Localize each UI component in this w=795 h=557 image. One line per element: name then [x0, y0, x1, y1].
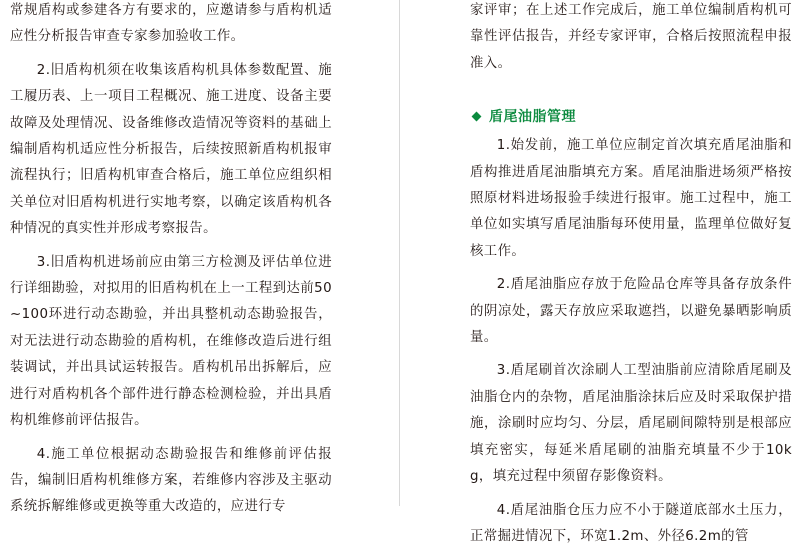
left-column: [10, 0, 332, 528]
column-divider: [399, 0, 400, 506]
paragraph-continued: 家评审；在上述工作完成后，施工单位编制盾构机可靠性评估报告，并经专家评审，合格后按照流程申报准入。: [470, 3, 792, 71]
paragraph-item-4: 4.盾尾油脂仓压力应不小于隧道底部水土压力，正常掘进情况下，环宽1.2m、外径6.2m的管: [470, 502, 792, 544]
paragraph-item-1: 1.始发前，施工单位应制定首次填充盾尾油脂和盾构推进盾尾油脂填充方案。盾尾油脂进场须严格按照原材料进场报验手续进行报审。施工过程中，施工单位如实填写盾尾油脂每环使用量，监理单位做好复核工作。: [470, 138, 792, 259]
diamond-icon: [472, 111, 482, 121]
paragraph-item-3: 3.旧盾构机进场前应由第三方检测及评估单位进行详细勘验，对拟用的旧盾构机在上一工程到达前50~100环进行动态勘验，并出具整机动态勘验报告，对无法进行动态勘验的盾构机，在维修改造后进行组装调试，并出具试运转报告。盾构机吊出拆解后，应进行对盾构机各个部件进行静态检测检验，并出具盾构机维修前评估报告。: [10, 254, 332, 429]
paragraph-item-2: 2.盾尾油脂应存放于危险品仓库等具备存放条件的阴凉处，露天存放应采取遮挡，以避免暴晒影响质量。: [470, 277, 792, 346]
section-heading: [470, 103, 792, 129]
paragraph-item-4: 4.施工单位根据动态勘验报告和维修前评估报告，编制旧盾构机维修方案，若维修内容涉及主驱动系统拆解维修或更换等重大改造的，应进行专: [10, 446, 332, 515]
paragraph-item-2: 2.旧盾构机须在收集该盾构机具体参数配置、施工履历表、上一项目工程概况、施工进度、设备主要故障及处理情况、设备维修改造情况等资料的基础上编制盾构机适应性分析报告，后续按照新盾构机报审流程执行；旧盾构机审查合格后，施工单位应组织相关单位对旧盾构机进行实地考察，以确定该盾构机各种情况的真实性并形成考察报告。: [10, 62, 332, 237]
right-column: [470, 0, 792, 557]
section-heading-text: 盾尾油脂管理: [489, 109, 576, 126]
paragraph-continued: 常规盾构或参建各方有要求的，应邀请参与盾构机适应性分析报告审查专家参加验收工作。: [10, 3, 332, 45]
paragraph-item-3: 3.盾尾刷首次涂刷人工型油脂前应清除盾尾刷及油脂仓内的杂物，盾尾油脂涂抹后应及时采取保护措施，涂刷时应均匀、分层，盾尾刷间隙特别是根部应填充密实，每延米盾尾刷的油脂充填量不少于10kg，填充过程中须留存影像资料。: [470, 363, 792, 485]
